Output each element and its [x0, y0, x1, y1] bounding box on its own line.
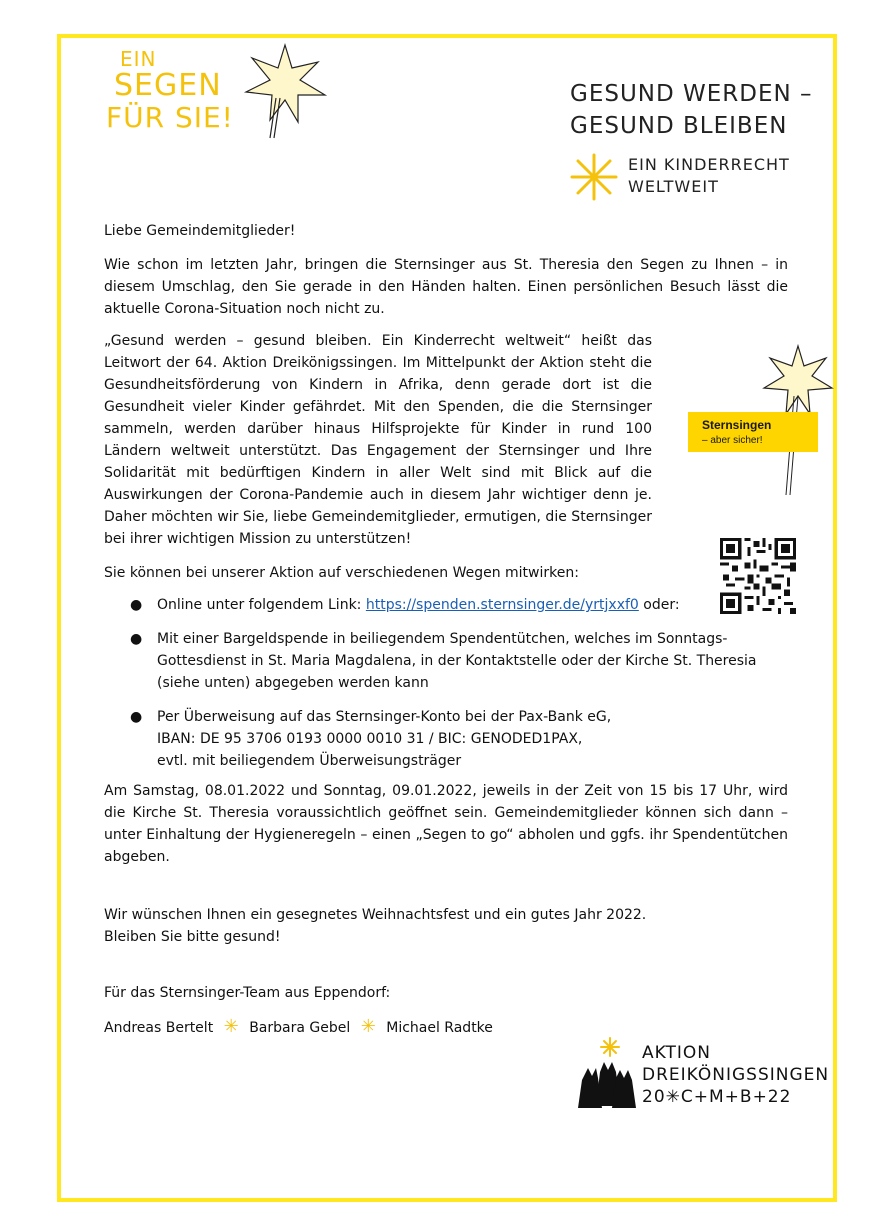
sun-star-icon [568, 152, 620, 202]
bullet-online-text: Online unter folgendem Link: [157, 597, 366, 613]
signature-name: Michael Radtke [386, 1020, 493, 1036]
aktion-logo-line1: AKTION [642, 1043, 711, 1063]
team-line: Für das Sternsinger-Team aus Eppendorf: [104, 985, 391, 1001]
star-icon [240, 40, 330, 140]
bullet-transfer: Per Überweisung auf das Sternsinger-Konto bei der Pax-Bank eG, IBAN: DE 95 3706 0193 0000 0010 31 / BIC: GENODED1PAX, evtl. mit beiliegendem Überweisungsträger [157, 709, 612, 769]
donation-link[interactable]: https://spenden.sternsinger.de/yrtjxxf0 [365, 597, 639, 613]
bullet-online-suffix: oder: [638, 597, 680, 613]
motto-line2: GESUND BLEIBEN [570, 113, 788, 139]
bullet-dot: ● [130, 597, 143, 613]
qr-code [720, 538, 796, 614]
paragraph-intro: Wie schon im letzten Jahr, bringen die Sternsinger aus St. Theresia den Segen zu Ihnen – in diesem Umschlag, den Sie gerade in den Händen halten. Einen persönlichen Besuch lässt die aktuelle Corona-Situation noch nicht zu. [104, 257, 788, 317]
closing-wishes: Wir wünschen Ihnen ein gesegnetes Weihnachtsfest und ein gutes Jahr 2022. [104, 907, 647, 923]
sternsingen-badge [688, 412, 818, 452]
bullet-dot: ● [130, 631, 143, 647]
ways-intro: Sie können bei unserer Aktion auf verschiedenen Wegen mitwirken: [104, 565, 579, 581]
bullet-cash: Mit einer Bargeldspende in beiliegendem Spendentütchen, welches im Sonntags- Gottesdienst in St. Maria Magdalena, in der Kontaktstelle oder der Kirche St. Theresia (siehe unten) abgegeben werden kann [157, 631, 757, 691]
paragraph-church: Am Samstag, 08.01.2022 und Sonntag, 09.01.2022, jeweils in der Zeit von 15 bis 17 Uhr, wird die Kirche St. Theresia voraussichtlich geöffnet sein. Gemeindemitglieder können sich dann – unter Einhaltung der Hygieneregeln – einen „Segen to go“ abholen und ggfs. ihr Spendentütchen abgeben. [104, 783, 788, 865]
badge-title: Sternsingen [702, 418, 772, 432]
asterisk-icon: ✳ [360, 1016, 376, 1037]
motto-sub [628, 154, 790, 198]
three-kings-icon [576, 1036, 638, 1112]
bullet-online [157, 594, 717, 616]
signature-name: Andreas Bertelt [104, 1020, 214, 1036]
segen-logo-line2: SEGEN [114, 68, 222, 103]
signature-name: Barbara Gebel [249, 1020, 351, 1036]
aktion-logo-line2: DREIKÖNIGSSINGEN [642, 1065, 830, 1085]
motto-sub2: WELTWEIT [628, 177, 719, 196]
motto-sub1: EIN KINDERRECHT [628, 155, 790, 174]
badge-subtitle: – aber sicher! [702, 435, 763, 446]
segen-logo-line3: FÜR SIE! [106, 101, 234, 134]
segen-logo [106, 48, 256, 134]
motto-line1: GESUND WERDEN – [570, 81, 813, 107]
asterisk-icon: ✳ [223, 1016, 239, 1037]
bullet-dot: ● [130, 709, 143, 725]
segen-logo-line1: EIN [120, 47, 157, 71]
greeting: Liebe Gemeindemitglieder! [104, 223, 296, 239]
aktion-logo-line3: 20✳C+M+B+22 [642, 1087, 792, 1107]
paragraph-motto: „Gesund werden – gesund bleiben. Ein Kinderrecht weltweit“ heißt das Leitwort der 64. Aktion Dreikönigssingen. Im Mittelpunkt der Aktion steht die Gesundheitsförderung von Kindern in Afrika, denn gerade dort ist die Gesundheit vieler Kinder gefährdet. Mit den Spenden, die die Sternsinger sammeln, werden darüber hinaus Hilfsprojekte für Kinder in rund 100 Ländern weltweit unterstützt. Das Engagement der Sternsinger und Ihre Solidarität mit bedürftigen Kindern in aller Welt sind mit Blick auf die Auswirkungen der Corona-Pandemie auch in diesem Jahr wichtiger denn je. Daher möchten wir Sie, liebe Gemeindemitglieder, ermutigen, die Sternsinger bei ihrer wichtigen Mission zu unterstützen! [104, 333, 652, 547]
aktion-logo [642, 1042, 829, 1108]
signatures [104, 1016, 788, 1039]
motto [570, 78, 813, 142]
closing-health: Bleiben Sie bitte gesund! [104, 929, 281, 945]
